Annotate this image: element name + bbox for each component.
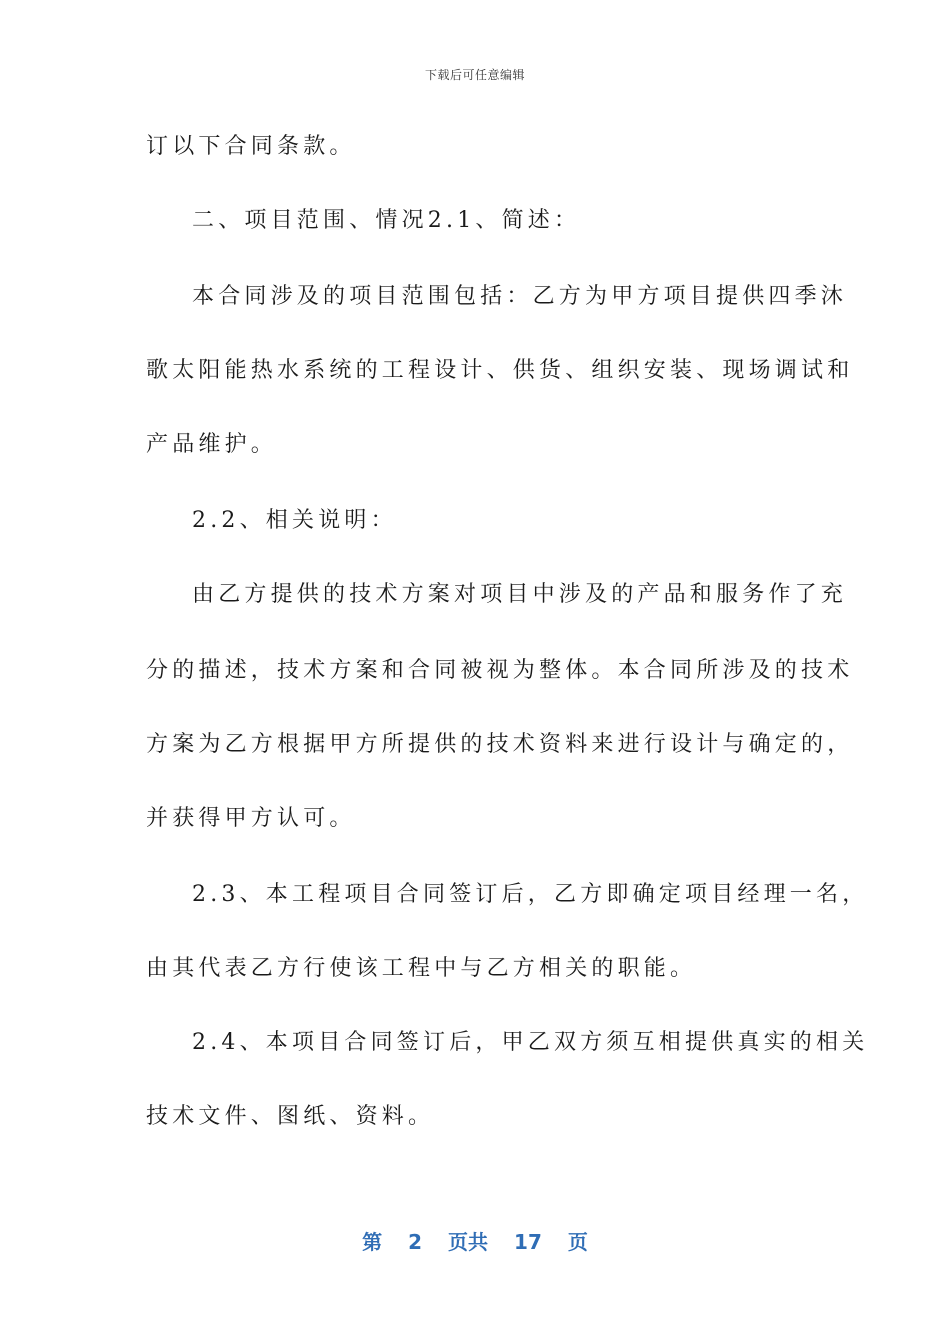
footer-suffix: 页	[567, 1230, 588, 1254]
paragraph-line: 产品维护。	[146, 432, 278, 457]
current-page-number: 2	[408, 1230, 423, 1254]
paragraph-line: 由乙方提供的技术方案对项目中涉及的产品和服务作了充	[192, 582, 848, 607]
paragraph-line: 分的描述，技术方案和合同被视为整体。本合同所涉及的技术	[146, 658, 854, 683]
paragraph-line: 本合同涉及的项目范围包括：乙方为甲方项目提供四季沐	[192, 284, 848, 309]
page-number-footer	[0, 1226, 950, 1255]
subsection-heading: 2.2、相关说明：	[192, 508, 397, 533]
paragraph-line: 技术文件、图纸、资料。	[146, 1104, 435, 1129]
paragraph-line: 2.3、本工程项目合同签订后，乙方即确定项目经理一名，	[192, 882, 869, 907]
total-pages-number: 17	[514, 1230, 542, 1254]
footer-middle: 页共	[448, 1230, 489, 1254]
paragraph-line: 2.4、本项目合同签订后，甲乙双方须互相提供真实的相关	[192, 1030, 869, 1055]
header-note: 下载后可任意编辑	[424, 68, 525, 82]
paragraph-line: 订以下合同条款。	[146, 134, 356, 159]
paragraph-line: 歌太阳能热水系统的工程设计、供货、组织安装、现场调试和	[146, 358, 854, 383]
footer-prefix: 第	[362, 1230, 383, 1254]
section-heading: 二、项目范围、情况2.1、简述：	[192, 208, 581, 233]
paragraph-line: 方案为乙方根据甲方所提供的技术资料来进行设计与确定的，	[146, 732, 854, 757]
paragraph-line: 并获得甲方认可。	[146, 806, 356, 831]
paragraph-line: 由其代表乙方行使该工程中与乙方相关的职能。	[146, 956, 697, 981]
